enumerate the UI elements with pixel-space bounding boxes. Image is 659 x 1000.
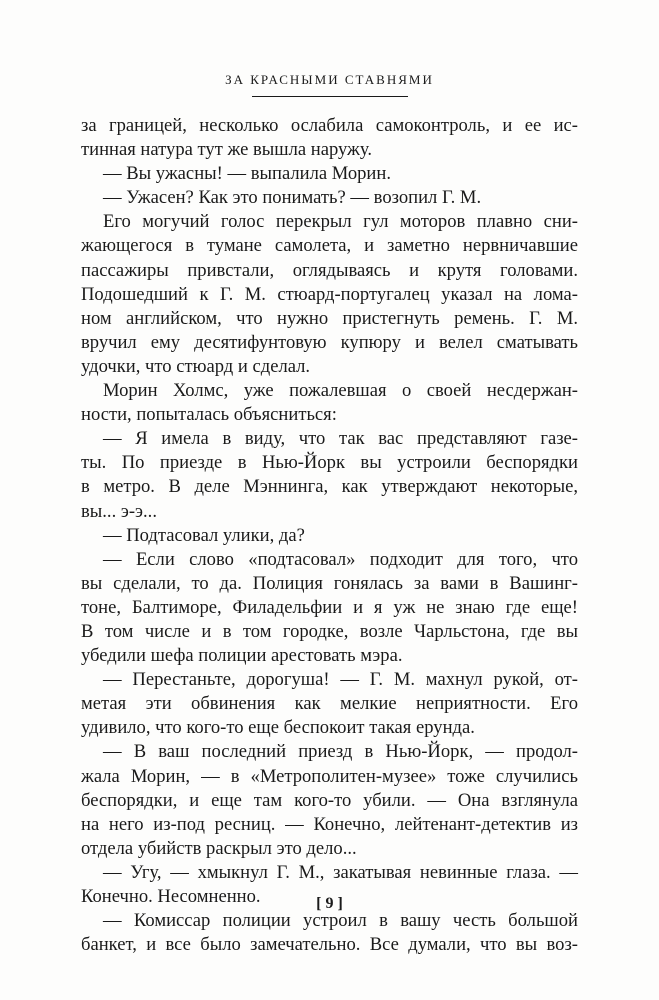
text-line: Подошедший к Г. М. стюард-португалец указал на лома- bbox=[81, 283, 578, 305]
text-line: вручил ему десятифунтовую купюру и велел сматывать bbox=[81, 331, 578, 353]
text-line: — Я имела в виду, что так вас представляют газе- bbox=[103, 428, 578, 450]
text-line: пассажиры привстали, оглядываясь и крутя головами. bbox=[81, 259, 578, 281]
text-line: отдела убийств раскрыл это дело... bbox=[81, 837, 357, 859]
text-line: банкет, и все было замечательно. Все думали, что вы воз- bbox=[81, 934, 578, 956]
text-line: удивило, что кого-то еще беспокоит такая ерунда. bbox=[81, 717, 475, 739]
text-line: тинная натура тут же вышла наружу. bbox=[81, 139, 372, 161]
page-number: [ 9 ] bbox=[316, 895, 343, 912]
text-line: в метро. В деле Мэннинга, как утверждают некоторые, bbox=[81, 476, 578, 498]
text-line: — Ужасен? Как это понимать? — возопил Г. М. bbox=[103, 187, 482, 209]
text-line: беспорядки, и еще там кого-то убили. — Она взглянула bbox=[81, 789, 578, 811]
text-line: — Угу, — хмыкнул Г. М., закатывая невинные глаза. — bbox=[103, 861, 578, 883]
text-line: жала Морин, — в «Метрополитен-музее» тоже случились bbox=[81, 765, 578, 787]
text-line: Его могучий голос перекрыл гул моторов плавно сни- bbox=[103, 211, 578, 233]
text-line: — Если слово «подтасовал» подходит для того, что bbox=[103, 548, 578, 570]
text-line: В том числе и в том городке, возле Чарльстона, где вы bbox=[81, 620, 578, 642]
text-line: удочки, что стюард и сделал. bbox=[81, 355, 311, 377]
text-line: Морин Холмс, уже пожалевшая о своей несдержан- bbox=[103, 380, 578, 402]
body-text bbox=[81, 114, 578, 957]
text-line: — Вы ужасны! — выпалила Морин. bbox=[103, 163, 391, 185]
text-line: на него из-под ресниц. — Конечно, лейтенант-детектив из bbox=[81, 813, 578, 835]
text-line: метая эти обвинения как мелкие неприятности. Его bbox=[81, 693, 578, 715]
text-line: за границей, несколько ослабила самоконтроль, и ее ис- bbox=[81, 115, 578, 136]
text-line: вы сделали, то да. Полиция гонялась за вами в Вашинг- bbox=[81, 572, 578, 594]
text-line: Конечно. Несомненно. bbox=[81, 886, 261, 907]
text-line: — Комиссар полиции устроил в вашу честь большой bbox=[103, 910, 578, 932]
text-line: жающегося в тумане самолета, и заметно нервничавшие bbox=[81, 235, 578, 257]
running-title: ЗА КРАСНЫМИ СТАВНЯМИ bbox=[225, 72, 434, 87]
text-line: ты. По приезде в Нью-Йорк вы устроили беспорядки bbox=[81, 452, 578, 474]
text-line: вы... э-э... bbox=[81, 500, 157, 522]
text-line: убедили шефа полиции арестовать мэра. bbox=[81, 645, 403, 667]
text-line: — В ваш последний приезд в Нью-Йорк, — продол- bbox=[103, 741, 578, 763]
text-line: ности, попыталась объясниться: bbox=[81, 404, 337, 426]
text-line: ном английском, что нужно пристегнуть ремень. Г. М. bbox=[81, 307, 578, 329]
header-rule bbox=[252, 96, 408, 97]
text-line: тоне, Балтиморе, Филадельфии и я уж не знаю где еще! bbox=[81, 596, 578, 618]
text-line: — Перестаньте, дорогуша! — Г. М. махнул рукой, от- bbox=[103, 669, 578, 691]
text-line: — Подтасовал улики, да? bbox=[103, 524, 305, 546]
